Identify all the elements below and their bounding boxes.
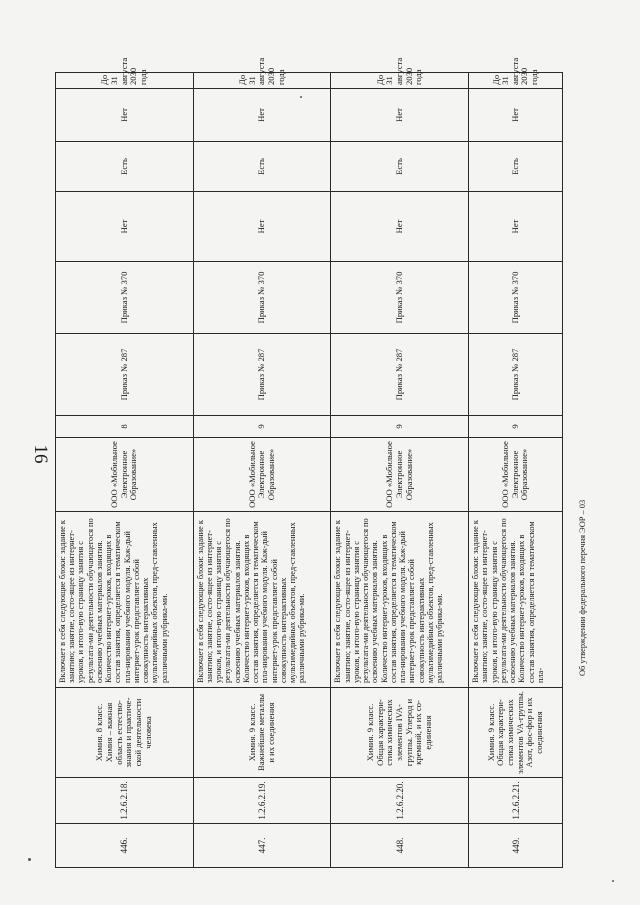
- row-col-c: Нет: [193, 89, 331, 142]
- row-description: Включает в себя следующие блоки: задание к занятию; занятие, состо-ящее из интернет-уроков, и итого-вую страницу занятия с результата-ми деятельности обучающегося по освоению учебных материалов занятия. Количество интернет-уроков, входящих в состав занятия, определяется в тематическом пла-: [469, 512, 563, 688]
- row-subject: Химия. 9 класс. Общая характери-стика химических элементов IVA-группы. Углерод и кремний, и их со-единения: [331, 688, 469, 778]
- row-col-c: Нет: [56, 89, 194, 142]
- row-col-b: Есть: [193, 142, 331, 192]
- row-deadline: До 31 августа 2030 года: [469, 73, 563, 89]
- row-grade: 9: [193, 416, 331, 438]
- row-subject: Химия. 8 класс. Химия – важная область естество-знания и практиче-ской деятельности человека: [56, 688, 194, 778]
- row-order-2: Приказ № 370: [331, 262, 469, 334]
- row-grade: 9: [469, 416, 563, 438]
- row-code: 1.2.6.2.21.: [469, 778, 563, 824]
- row-col-c: Нет: [331, 89, 469, 142]
- row-col-c: Нет: [469, 89, 563, 142]
- row-subject: Химия. 9 класс. Общая характери-стика химических элементов VA-группы. Азот, фос-фор и их соединения: [469, 688, 563, 778]
- scan-speck: [612, 880, 614, 882]
- row-col-a: Нет: [193, 192, 331, 262]
- row-number: 448.: [331, 824, 469, 868]
- table-row: [469, 73, 563, 868]
- row-description: Включает в себя следующие блоки: задание к занятию; занятие, состо-ящее из интернет-уроков, и итого-вую страницу занятия с результата-ми деятельности обучающегося по освоению учебных материалов занятия. Количество интернет-уроков, входящих в состав занятия, определяется в тематическом пла-нировании учебного модуля. Каж-дый интернет-урок представляет собой совокупность интерактивных мультимедийных объектов, пред-ставленных различными рубрика-ми.: [193, 512, 331, 688]
- table-row: [331, 73, 469, 868]
- row-order-1: Приказ № 287: [469, 334, 563, 416]
- row-col-b: Есть: [469, 142, 563, 192]
- table-row: [193, 73, 331, 868]
- row-col-a: Нет: [56, 192, 194, 262]
- row-publisher: ООО «Мобильное Электронное Образование»: [193, 438, 331, 512]
- row-deadline: До 31 августа 2030 года: [193, 73, 331, 89]
- row-col-b: Есть: [56, 142, 194, 192]
- footnote: Об утверждении федерального перечня ЭОР – 03: [578, 499, 587, 676]
- row-publisher: ООО «Мобильное Электронное Образование»: [469, 438, 563, 512]
- row-code: 1.2.6.2.19.: [193, 778, 331, 824]
- row-col-a: Нет: [469, 192, 563, 262]
- row-number: 447.: [193, 824, 331, 868]
- row-col-b: Есть: [331, 142, 469, 192]
- row-order-1: Приказ № 287: [56, 334, 194, 416]
- page-number: 16: [30, 444, 51, 464]
- table-frame: [55, 57, 563, 868]
- row-deadline: До 31 августа 2030 года: [56, 73, 194, 89]
- row-number: 446.: [56, 824, 194, 868]
- row-order-1: Приказ № 287: [193, 334, 331, 416]
- row-publisher: ООО «Мобильное Электронное Образование»: [331, 438, 469, 512]
- row-order-2: Приказ № 370: [193, 262, 331, 334]
- row-grade: 8: [56, 416, 194, 438]
- scan-speck: [28, 858, 31, 861]
- resources-table: [55, 57, 563, 868]
- row-code: 1.2.6.2.20.: [331, 778, 469, 824]
- row-subject: Химия. 9 класс. Важнейшие металлы и их соединения: [193, 688, 331, 778]
- row-order-1: Приказ № 287: [331, 334, 469, 416]
- row-grade: 9: [331, 416, 469, 438]
- row-description: Включает в себя следующие блоки: задание к занятию; занятие, состо-ящее из интернет-уроков, и итого-вую страницу занятия с результата-ми деятельности обучающегося по освоению учебных материалов занятия. Количество интернет-уроков, входящих в состав занятия, определяется в тематическом пла-нировании учебного модуля. Каж-дый интернет-урок представляет собой совокупность интерактивных мультимедийных объектов, пред-ставленных различными рубрика-ми.: [331, 512, 469, 688]
- table-row: [56, 73, 194, 868]
- row-col-a: Нет: [331, 192, 469, 262]
- row-publisher: ООО «Мобильное Электронное Образование»: [56, 438, 194, 512]
- scan-speck: [300, 96, 302, 98]
- row-order-2: Приказ № 370: [56, 262, 194, 334]
- row-deadline: До 31 августа 2030 года: [331, 73, 469, 89]
- row-number: 449.: [469, 824, 563, 868]
- row-code: 1.2.6.2.18.: [56, 778, 194, 824]
- row-order-2: Приказ № 370: [469, 262, 563, 334]
- row-description: Включает в себя следующие блоки: задание к занятию; занятие, состо-ящее из интернет-уроков, и итого-вую страницу занятия с результата-ми деятельности обучающегося по освоению учебных материалов занятия. Количество интернет-уроков, входящих в состав занятия, определяется в тематическом пла-нировании учебного модуля. Каж-дый интернет-урок представляет собой совокупность интерактивных мультимедийных объектов, пред-ставленных различными рубрика-ми.: [56, 512, 194, 688]
